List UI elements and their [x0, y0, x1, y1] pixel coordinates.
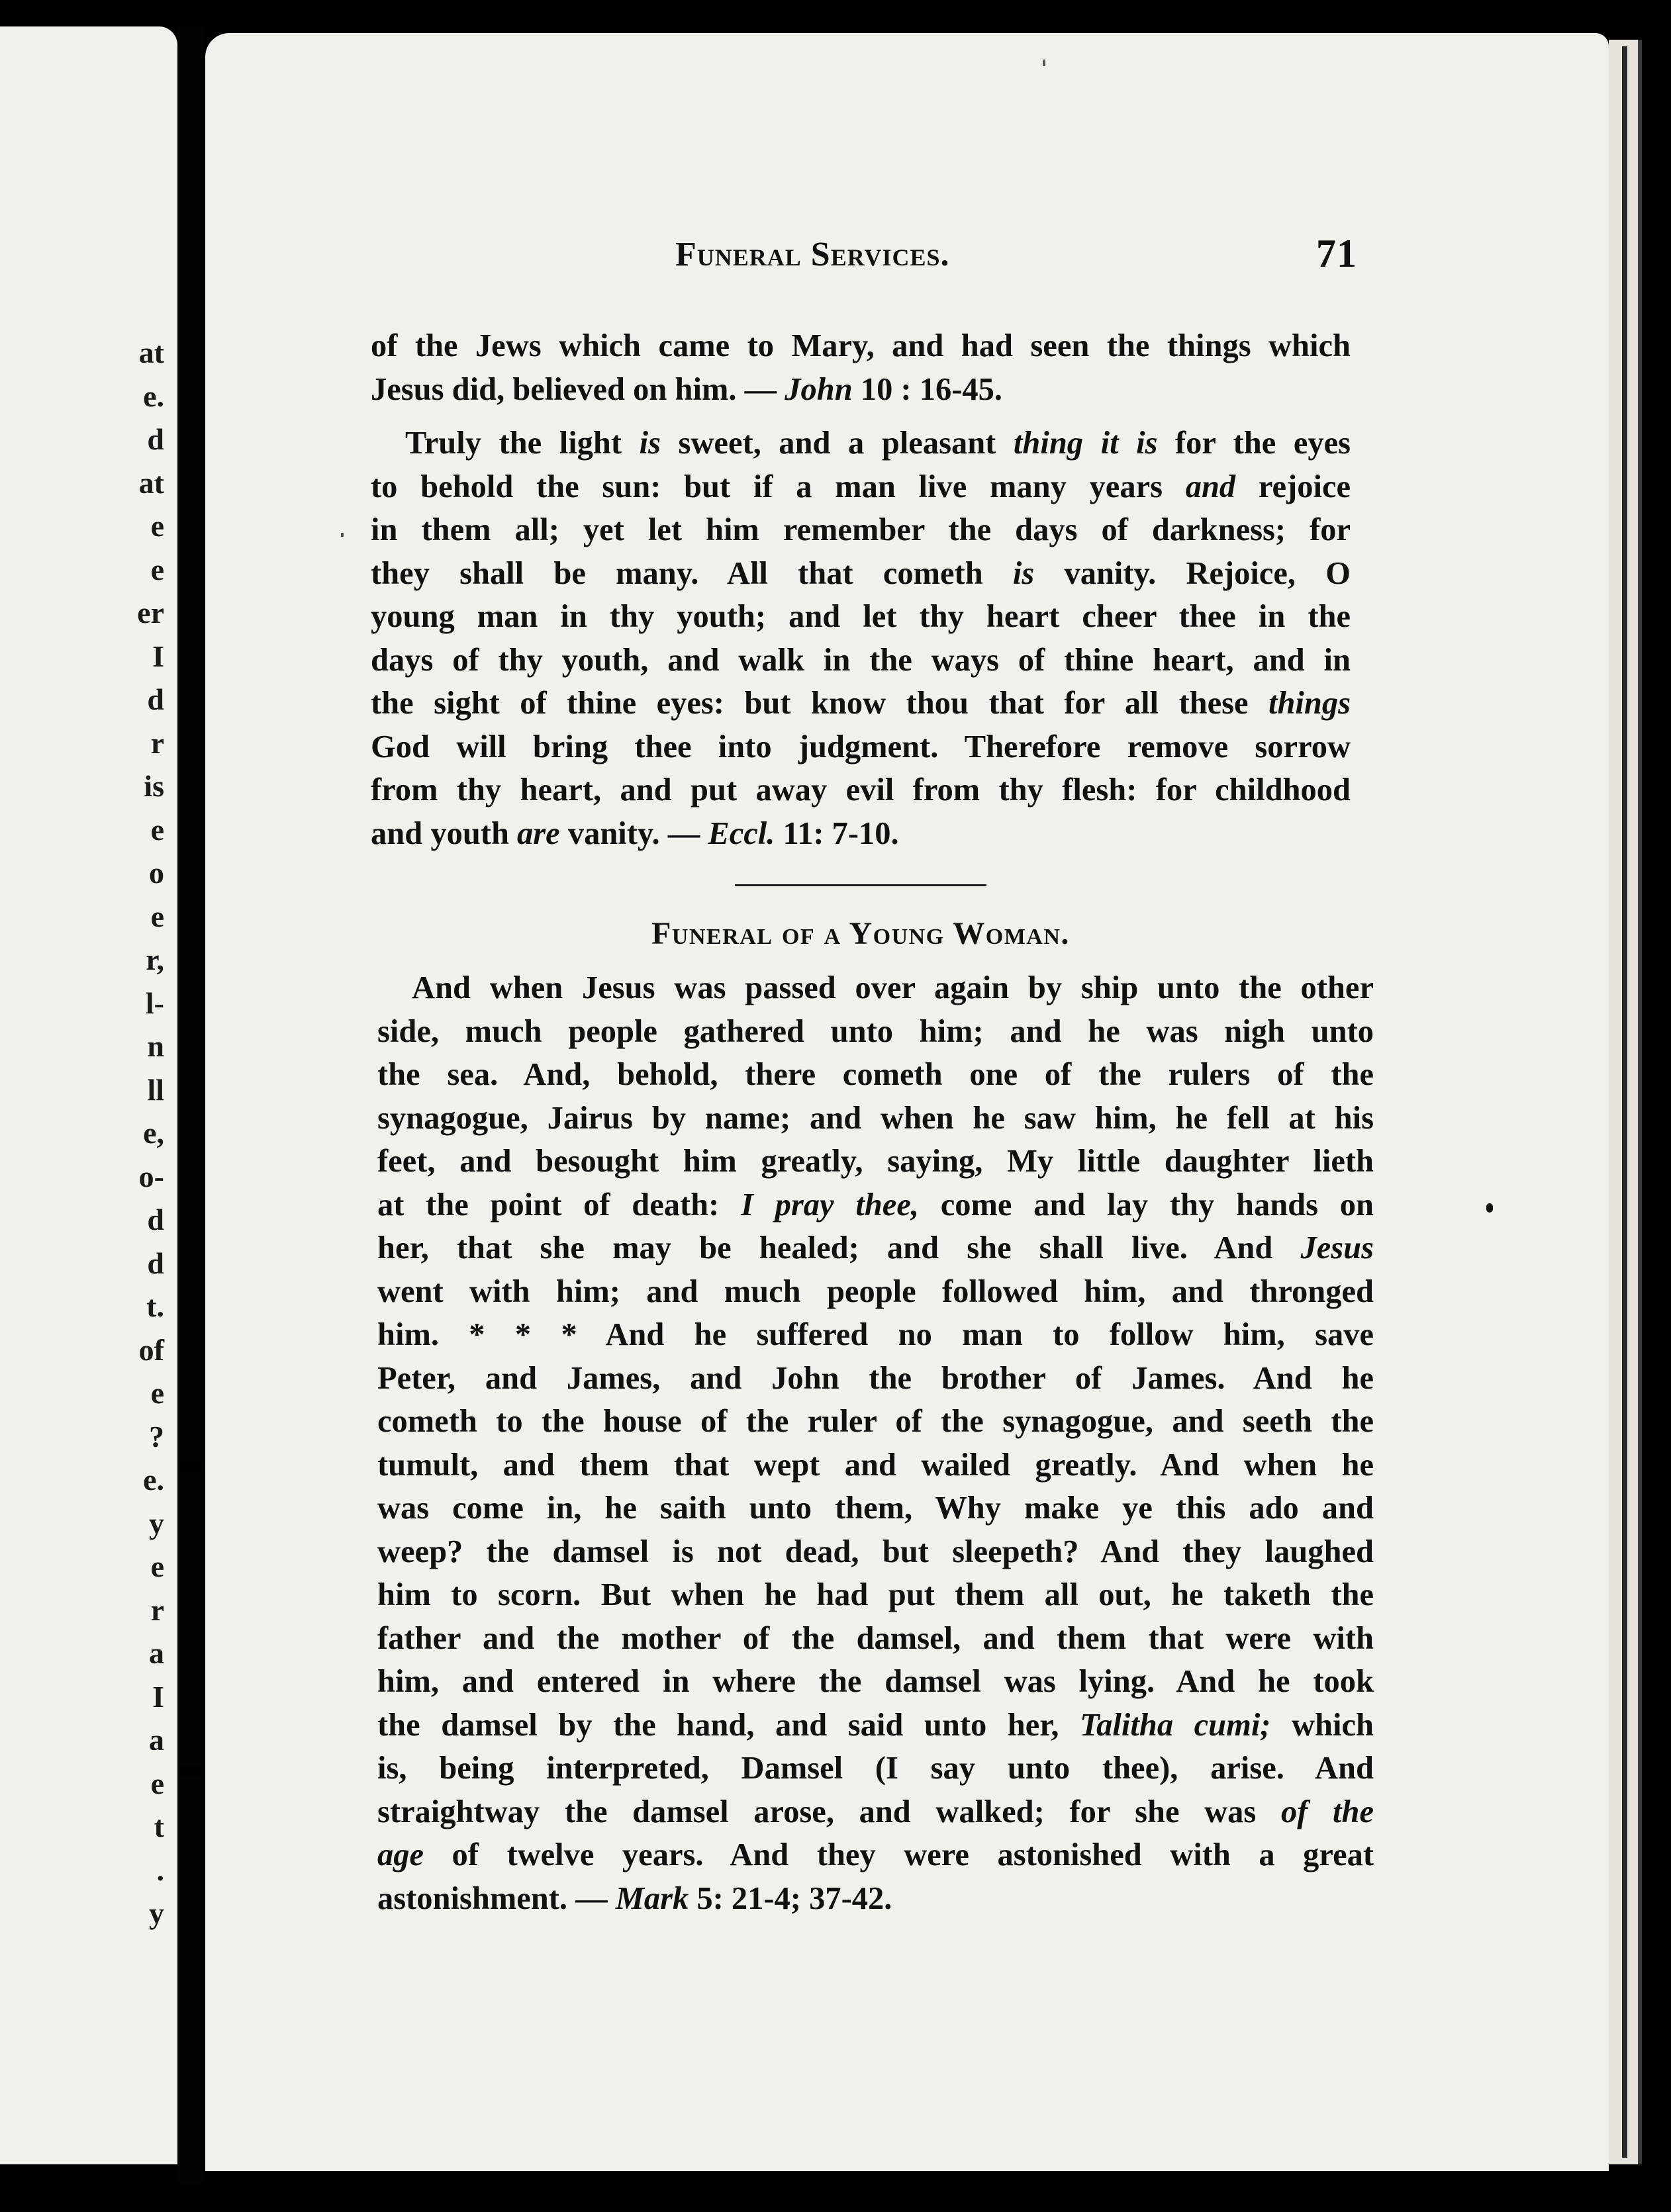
text-line: father and the mother of the damsel, and them that were with: [377, 1620, 1374, 1656]
fragment: ll: [147, 1072, 164, 1107]
text-line: God will bring thee into judgment. Therefore remove sorrow: [371, 729, 1351, 764]
page-stack-edge-line: [1638, 40, 1642, 2164]
text-line: synagogue, Jairus by name; and when he saw him, he fell at his: [377, 1100, 1374, 1136]
text-line: astonishment. — Mark 5: 21-4; 37-42.: [377, 1880, 892, 1916]
passage-mark: [377, 966, 1374, 1920]
fragment: o-: [138, 1159, 164, 1193]
text-line: at the point of death: I pray thee, come and lay thy hands on: [377, 1187, 1374, 1222]
running-head: [675, 232, 1357, 288]
text-line: days of thy youth, and walk in the ways of thine heart, and in: [371, 642, 1351, 678]
fragment: d: [147, 1246, 164, 1280]
fragment: e: [150, 509, 164, 543]
fragment: I: [152, 639, 164, 673]
text-line: to behold the sun: but if a man live many years and rejoice: [371, 469, 1351, 504]
text-line: side, much people gathered unto him; and he was nigh unto: [377, 1013, 1374, 1049]
text-line: the sea. And, behold, there cometh one of the rulers of the: [377, 1057, 1374, 1092]
ink-speck: [1043, 60, 1045, 66]
fragment: d: [147, 682, 164, 716]
text-line: her, that she may be healed; and she shall live. And Jesus: [377, 1230, 1374, 1266]
fragment: d: [147, 422, 164, 456]
fragment: r: [150, 725, 164, 760]
fragment: at: [138, 465, 164, 500]
text-line: him. * * * And he suffered no man to follow him, save: [377, 1317, 1374, 1352]
text-line: weep? the damsel is not dead, but sleepeth? And they laughed: [377, 1534, 1374, 1569]
passage-john: [371, 324, 1351, 411]
fragment: a: [149, 1636, 164, 1670]
text-line: feet, and besought him greatly, saying, My little daughter lieth: [377, 1144, 1374, 1179]
text-line: him, and entered in where the damsel was lying. And he took: [377, 1664, 1374, 1699]
fragment: er: [137, 596, 164, 629]
page-stack-edge-line: [1622, 46, 1627, 2158]
fragment: t: [154, 1810, 164, 1843]
text-line: Truly the light is sweet, and a pleasant thing it is for the eyes: [405, 426, 1351, 461]
fragment: l-: [145, 986, 164, 1020]
fragment: e,: [143, 1116, 164, 1150]
text-line: of the Jews which came to Mary, and had seen the things which: [371, 328, 1351, 363]
running-title: Funeral Services.: [675, 236, 950, 273]
fragment: e: [150, 1376, 164, 1410]
citation-book: Mark: [615, 1880, 689, 1916]
fragment: r,: [146, 943, 164, 976]
section-divider-rule: [735, 884, 986, 886]
fragment: t.: [146, 1289, 164, 1323]
facing-page: [0, 26, 177, 2164]
text-line: tumult, and them that wept and wailed greatly. And when he: [377, 1447, 1374, 1483]
text-line: the damsel by the hand, and said unto her, Talitha cumi; which: [377, 1707, 1374, 1743]
text-line: straightway the damsel arose, and walked; for she was of the: [377, 1794, 1374, 1829]
fragment: e.: [143, 379, 164, 413]
citation-book: Eccl.: [708, 815, 775, 851]
fragment: e.: [143, 1463, 164, 1497]
fragment: y: [149, 1896, 164, 1930]
fragment: n: [147, 1029, 164, 1063]
text-line: Jesus did, believed on him. — John 10 : 16-45.: [371, 371, 1002, 407]
fragment: r: [150, 1592, 164, 1627]
fragment: a: [149, 1723, 164, 1757]
gutter-mark: [179, 1766, 205, 1776]
fragment: .: [156, 1853, 164, 1887]
book-gutter: [177, 26, 205, 2184]
fragment: e: [150, 552, 164, 586]
text-line: age of twelve years. And they were astonished with a great: [377, 1837, 1374, 1872]
text-line: Peter, and James, and John the brother of James. And he: [377, 1360, 1374, 1396]
text-line: him to scorn. But when he had put them all out, he taketh the: [377, 1577, 1374, 1612]
text-line: and youth are vanity. — Eccl. 11: 7-10.: [371, 815, 899, 851]
fragment: is: [144, 769, 164, 803]
text-line: from thy heart, and put away evil from thy flesh: for childhood: [371, 772, 1351, 807]
fragment: e: [150, 899, 164, 933]
gutter-mark: [179, 1463, 203, 1472]
text-line: young man in thy youth; and let thy heart cheer thee in the: [371, 599, 1351, 634]
fragment: I: [152, 1679, 164, 1714]
text-line: was come in, he saith unto them, Why make ye this ado and: [377, 1491, 1374, 1526]
page-number: 71: [1316, 232, 1357, 275]
section-heading: Funeral of a Young Woman.: [651, 916, 1070, 951]
text-line: in them all; yet let him remember the days of darkness; for: [371, 512, 1351, 547]
fragment: o: [149, 856, 164, 890]
facing-page-line-ends: [118, 331, 164, 1935]
passage-ecclesiastes: [371, 422, 1351, 855]
fragment: d: [147, 1203, 164, 1236]
fragment: of: [138, 1332, 164, 1367]
ink-speck: [341, 533, 344, 537]
text-line: they shall be many. All that cometh is vanity. Rejoice, O: [371, 555, 1351, 591]
citation-book: John: [785, 371, 853, 407]
text-line: went with him; and much people followed him, and thronged: [377, 1273, 1374, 1309]
fragment: y: [149, 1506, 164, 1540]
text-line: is, being interpreted, Damsel (I say unto thee), arise. And: [377, 1751, 1374, 1786]
fragment: ?: [149, 1419, 164, 1453]
fragment: e: [150, 812, 164, 847]
ink-speck: [1486, 1203, 1493, 1213]
fragment: e: [150, 1549, 164, 1583]
text-line: And when Jesus was passed over again by ship unto the other: [412, 970, 1374, 1005]
text-line: cometh to the house of the ruler of the synagogue, and seeth the: [377, 1404, 1374, 1439]
fragment: e: [150, 1766, 164, 1800]
fragment: at: [138, 336, 164, 369]
text-line: the sight of thine eyes: but know thou that for all these things: [371, 686, 1351, 721]
